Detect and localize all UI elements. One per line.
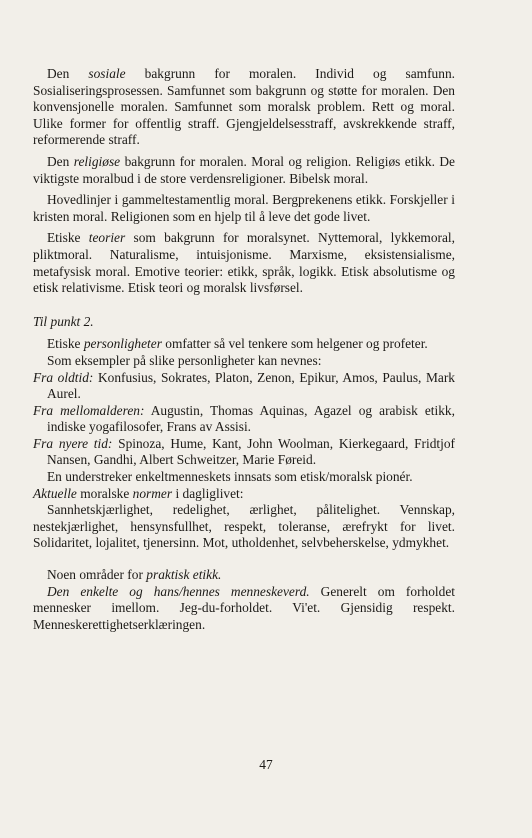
text-run: Generelt om forholdet mennesker imellom. Jeg-du-forholdet. Vi'et. Gjensidig respekt. Menneskerettighetserklæringen. [33,583,456,632]
paragraph-practical-intro [33,567,455,584]
list-names: Spinoza, Hume, Kant, John Woolman, Kierkegaard, Fridtjof Nansen, Gandhi, Albert Schweitzer, Marie Føreid. [47,435,455,468]
emphasis: Aktuelle [33,485,77,501]
list-label: Fra nyere tid: [33,435,113,451]
list-names: Augustin, Thomas Aquinas, Agazel og arabisk etikk, indiske yogafilosofer, Frans av Assisi. [47,402,455,435]
text-run: Etiske [47,230,89,246]
list-label: Fra mellomalderen: [33,402,145,418]
text-run: Noen områder for [47,567,147,583]
text-run: i dagliglivet: [172,485,244,501]
body-text [33,66,455,633]
emphasis: praktisk etikk. [146,567,222,583]
list-names: Konfusius, Sokrates, Platon, Zenon, Epikur, Amos, Paulus, Mark Aurel. [47,369,456,402]
paragraph-examples-intro: Som eksempler på slike personligheter kan nevnes: [47,352,322,368]
text-run: bakgrunn for moralen. Moral og religion. Religiøs etikk. De viktigste moralbud i de store verdensreligioner. Bibelsk moral. [33,153,455,186]
paragraph-human-dignity [33,584,455,634]
text-run: Den [47,66,89,81]
list-item-antiquity [33,370,455,403]
paragraph-old-testament: Hovedlinjer i gammeltestamentlig moral. Bergprekenens etikk. Forskjeller i kristen moral. Religionen som en hjelp til å leve det gode livet. [33,192,455,224]
text-run: omfatter så vel tenkere som helgener og profeter. [161,336,428,352]
paragraph-religious-background [33,154,455,187]
emphasis: Den enkelte og hans/hennes menneskeverd. [47,583,310,599]
emphasis: personligheter [83,336,162,352]
text-run: moralske [76,485,133,501]
paragraph-ethical-theories [33,230,455,296]
emphasis: normer [132,485,173,501]
page-number: 47 [259,757,273,772]
emphasis: teorier [88,230,126,246]
text-run: Den [47,153,74,169]
paragraph-social-background [33,66,455,149]
paragraph-pioneer: En understreker enkeltmenneskets innsats som etisk/moralsk pionér. [47,469,413,485]
paragraph-norms-list: Sannhetskjærlighet, redelighet, ærlighet, pålitelighet. Vennskap, nestekjærlighet, hensynsfullhet, respekt, toleranse, ærefrykt for livet. Solidaritet, lojalitet, tjenersinn. Mot, utholdenhet, selvbeherskelse, ydmykhet. [33,502,455,551]
emphasis: religiøse [73,153,121,169]
list-item-modern-times [33,436,455,469]
section-heading: Til punkt 2. [33,313,94,329]
list-item-middle-ages [33,403,455,436]
list-label: Fra oldtid: [33,369,94,385]
text-run: bakgrunn for moralen. Individ og samfunn. Sosialiseringsprosessen. Samfunnet som bakgrunn og støtte for moralen. Den konvensjonelle moralen. Samfunnet som moralsk problem. Rett og moral. Ulike former for offentlig straff. Gjengjeldelsesstraff, avskrekkende straff, reformerende straff. [33,66,455,148]
emphasis: sosiale [88,66,126,81]
paragraph-norms-intro [33,486,455,503]
text-run: Etiske [47,336,84,352]
paragraph-personalities [33,336,455,353]
text-run: som bakgrunn for moralsynet. Nyttemoral, lykkemoral, pliktmoral. Naturalisme, intuisjonisme. Marxisme, eksistensialisme, metafysisk moral. Emotive teorier: etikk, språk, logikk. Etisk absolutisme og etisk relativisme. Etisk teori og moralsk livsførsel. [33,230,455,296]
